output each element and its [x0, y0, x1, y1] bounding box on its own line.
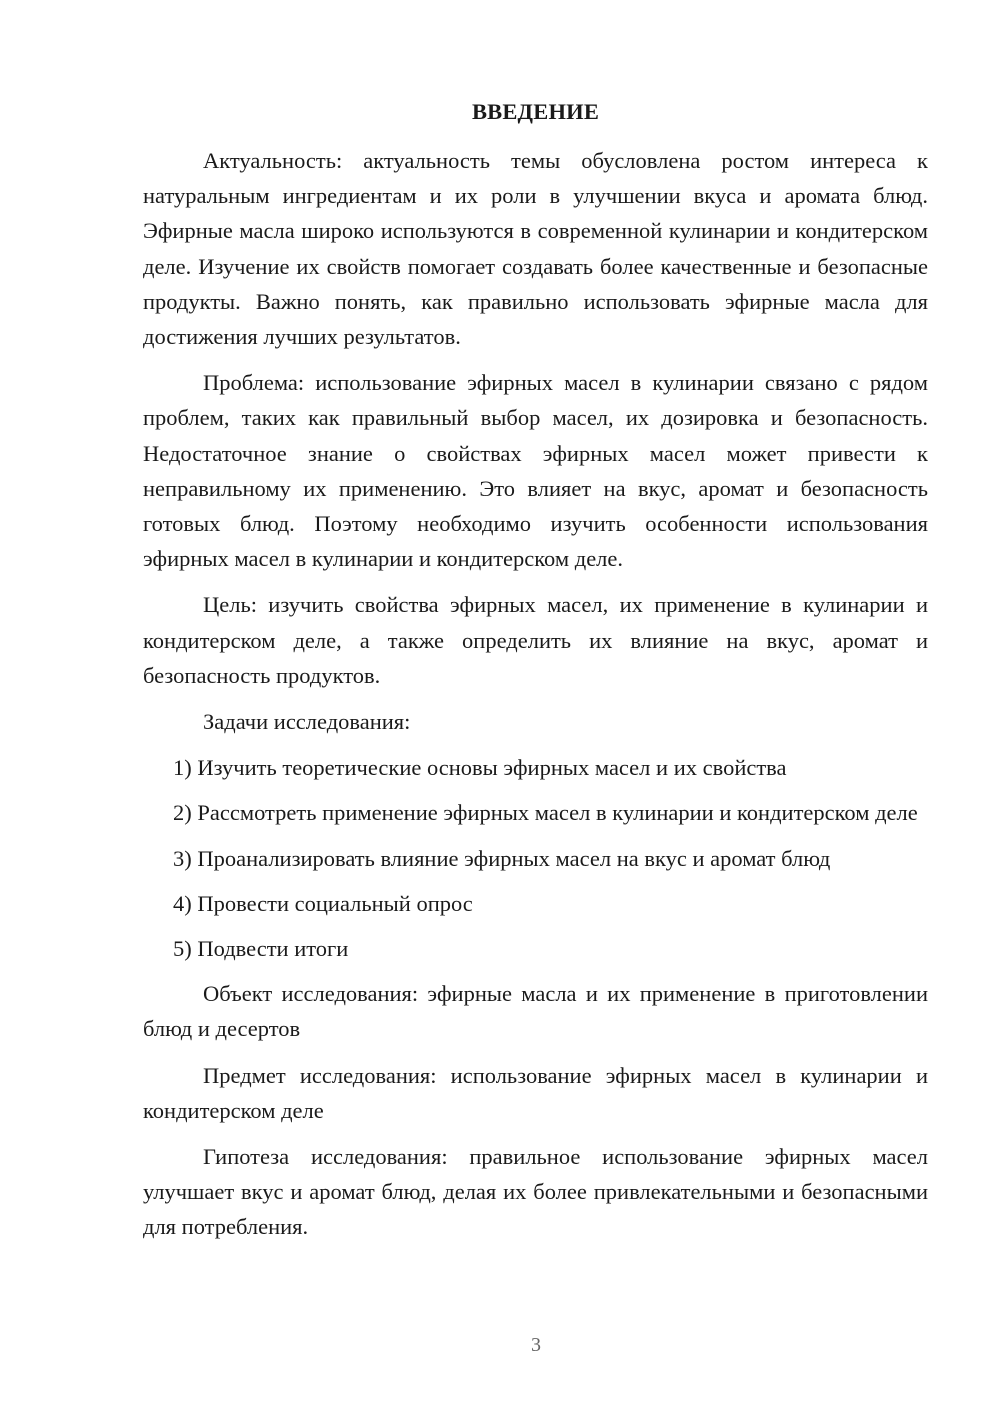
paragraph-problem: Проблема: использование эфирных масел в кулинарии связано с рядом проблем, таких как правильный выбор масел, их дозировка и безопасность. Недостаточное знание о свойствах эфирных масел может привести к неправильному их применению. Это влияет на вкус, аромат и безопасность готовых блюд. Поэтому необходимо изучить особенности использования эфирных масел в кулинарии и кондитерском деле.	[143, 370, 928, 572]
task-item-1: 1) Изучить теоретические основы эфирных масел и их свойства	[173, 755, 787, 781]
paragraph-subject: Предмет исследования: использование эфирных масел в кулинарии и кондитерском деле	[143, 1062, 928, 1123]
tasks-title: Задачи исследования:	[203, 709, 411, 735]
task-item-2: 2) Рассмотреть применение эфирных масел в кулинарии и кондитерском деле	[173, 800, 918, 826]
paragraph-goal: Цель: изучить свойства эфирных масел, их применение в кулинарии и кондитерском деле, а также определить их влияние на вкус, аромат и безопасность продуктов.	[143, 592, 928, 688]
paragraph-hypothesis: Гипотеза исследования: правильное использование эфирных масел улучшает вкус и аромат блюд, делая их более привлекательными и безопасными для потребления.	[143, 1144, 928, 1240]
task-item-4: 4) Провести социальный опрос	[173, 890, 473, 916]
section-heading: ВВЕДЕНИЕ	[471, 99, 600, 124]
task-item-3: 3) Проанализировать влияние эфирных масел на вкус и аромат блюд	[173, 845, 831, 871]
tasks-list	[143, 750, 928, 966]
page-number: 3	[531, 1334, 541, 1356]
page-content	[143, 94, 928, 1256]
paragraph-relevance: Актуальность: актуальность темы обусловлена ростом интереса к натуральным ингредиентам и их роли в улучшении вкуса и аромата блюд. Эфирные масла широко используются в современной кулинарии и кондитерском деле. Изучение их свойств помогает создавать более качественные и безопасные продукты. Важно понять, как правильно использовать эфирные масла для достижения лучших результатов.	[143, 148, 928, 350]
task-item-5: 5) Подвести итоги	[173, 936, 349, 962]
paragraph-object: Объект исследования: эфирные масла и их применение в приготовлении блюд и десертов	[143, 981, 928, 1042]
